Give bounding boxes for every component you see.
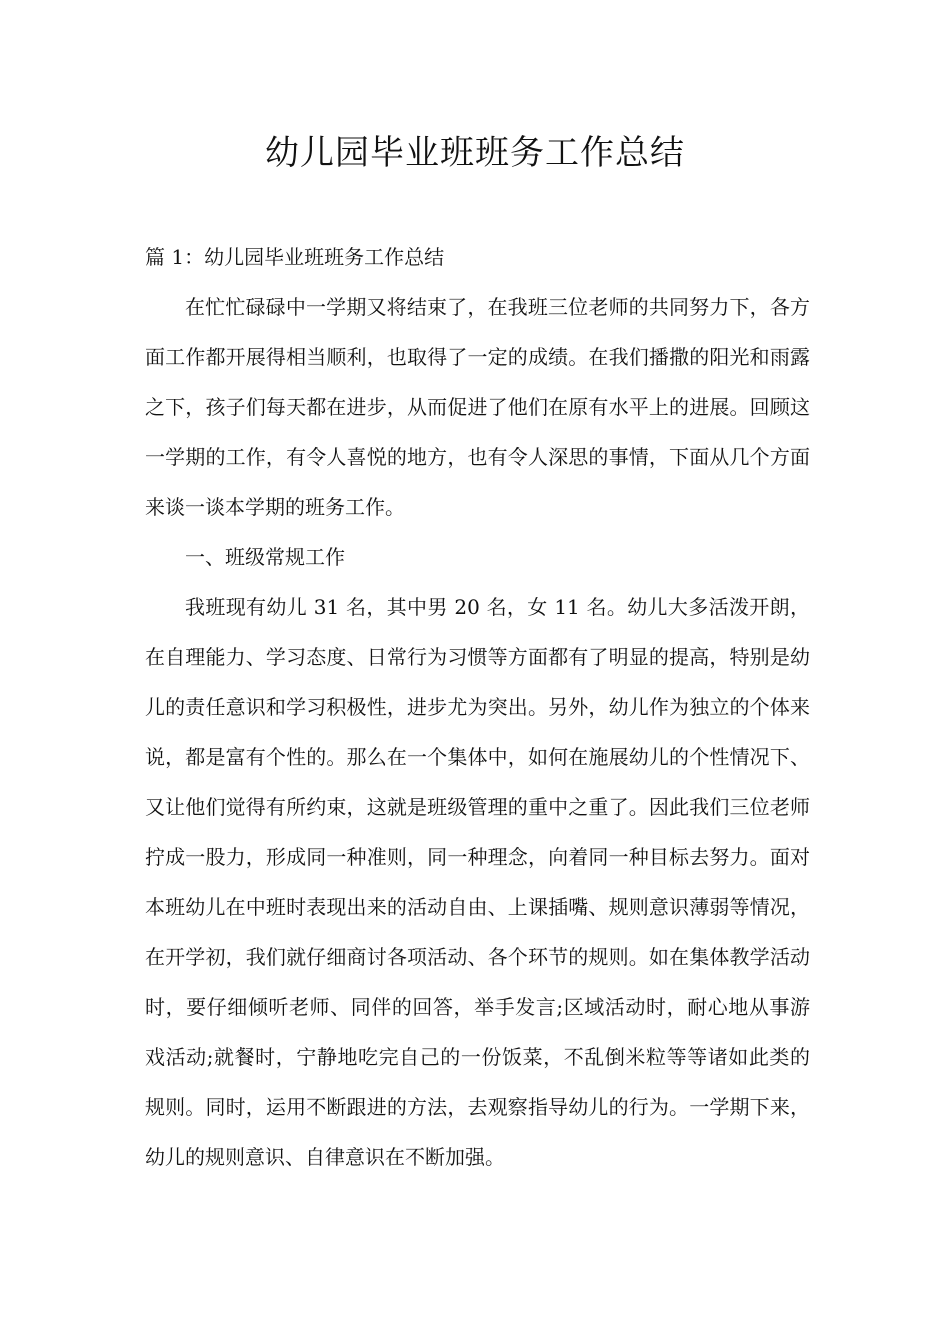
section-heading: 篇 1：幼儿园毕业班班务工作总结 bbox=[145, 245, 445, 269]
paragraph-class-routine: 我班现有幼儿 31 名，其中男 20 名，女 11 名。幼儿大多活泼开朗，在自理能力、学习态度、日常行为习惯等方面都有了明显的提高，特别是幼儿的责任意识和学习积极性，进步尤为突出。另外，幼儿作为独立的个体来说，都是富有个性的。那么在一个集体中，如何在施展幼儿的个性情况下、又让他们觉得有所约束，这就是班级管理的重中之重了。因此我们三位老师拧成一股力，形成同一种准则，同一种理念，向着同一种目标去努力。面对本班幼儿在中班时表现出来的活动自由、上课插嘴、规则意识薄弱等情况，在开学初，我们就仔细商讨各项活动、各个环节的规则。如在集体教学活动时，要仔细倾听老师、同伴的回答，举手发言;区域活动时，耐心地从事游戏活动;就餐时，宁静地吃完自己的一份饭菜，不乱倒米粒等等诸如此类的规则。同时，运用不断跟进的方法，去观察指导幼儿的行为。一学期下来，幼儿的规则意识、自律意识在不断加强。 bbox=[145, 595, 810, 1169]
subheading-class-routine: 一、班级常规工作 bbox=[185, 545, 345, 569]
paragraph-intro: 在忙忙碌碌中一学期又将结束了，在我班三位老师的共同努力下，各方面工作都开展得相当顺利，也取得了一定的成绩。在我们播撒的阳光和雨露之下，孩子们每天都在进步，从而促进了他们在原有水平上的进展。回顾这一学期的工作，有令人喜悦的地方，也有令人深思的事情，下面从几个方面来谈一谈本学期的班务工作。 bbox=[145, 295, 810, 519]
document-title: 幼儿园毕业班班务工作总结 bbox=[265, 133, 685, 173]
document-body bbox=[145, 232, 810, 1182]
